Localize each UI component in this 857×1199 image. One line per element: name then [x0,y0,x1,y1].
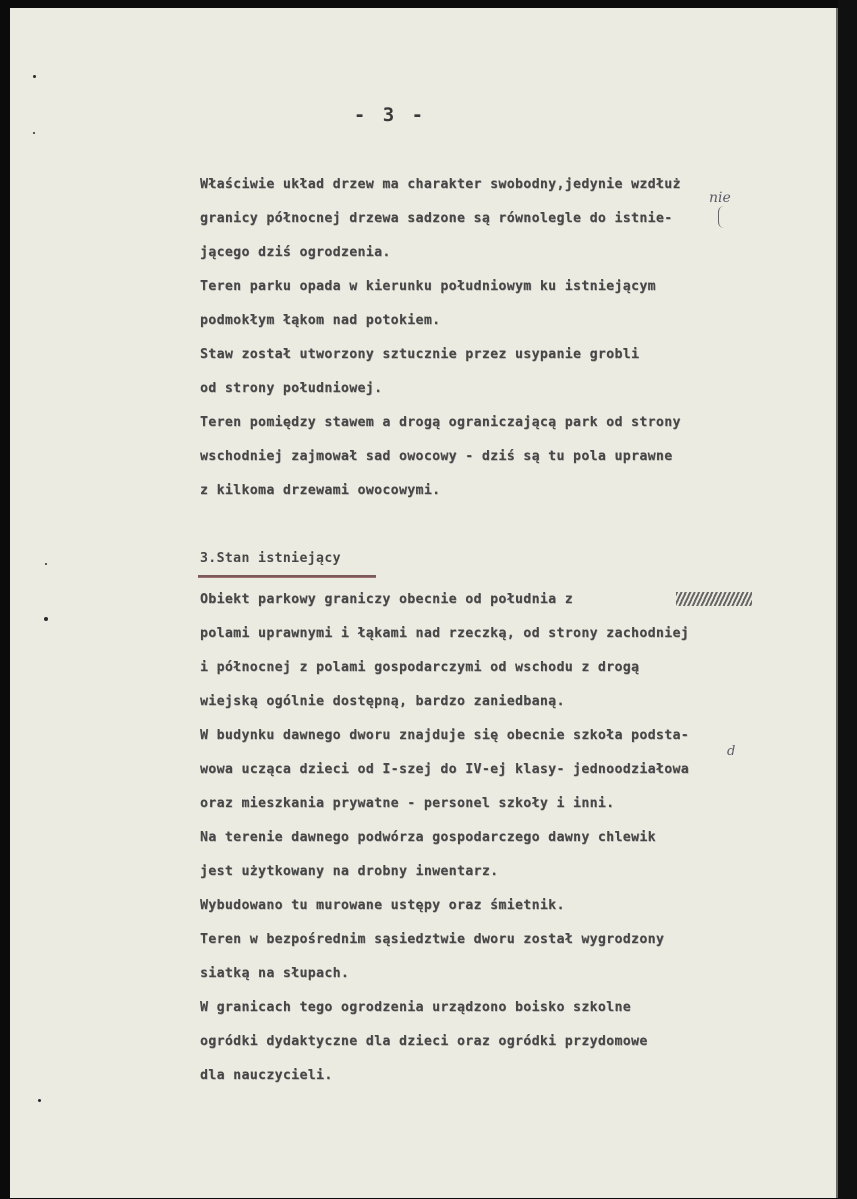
page-number: - 3 - [353,104,427,126]
text-line: Teren w bezpośrednim sąsiedztwie dworu został wygrodzony [200,932,665,947]
handwritten-insertion-d: d [727,744,736,759]
text-line: ogródki dydaktyczne dla dzieci oraz ogródki przydomowe [200,1034,648,1049]
text-line: wowa ucząca dzieci od I-szej do IV-ej klasy- jednoodziałowa [200,762,690,777]
text-line: Teren parku opada w kierunku południowym ku istniejącym [200,279,656,294]
text-line: Na terenie dawnego podwórza gospodarczego dawny chlewik [200,830,656,845]
text-line: oraz mieszkania prywatne - personel szkoły i inni. [200,796,615,811]
handwritten-mark [718,206,725,228]
section-heading: 3.Stan istniejący [200,551,341,566]
text-line: od strony południowej. [200,381,383,396]
text-line: W budynku dawnego dworu znajduje się obecnie szkoła podsta- [200,728,690,743]
text-line: i północnej z polami gospodarczymi od wschodu z drogą [200,660,640,675]
text-line: Właściwie układ drzew ma charakter swobodny,jedynie wzdłuż [200,177,681,192]
text-line: polami uprawnymi i łąkami nad rzeczką, od strony zachodniej [200,626,690,641]
text-line: z kilkoma drzewami owocowymi. [200,483,441,498]
text-line: granicy północnej drzewa sadzone są równolegle do istnie- [200,211,673,226]
handwritten-insertion-nie: nie [709,190,731,206]
text-line: podmokłym łąkom nad potokiem. [200,313,441,328]
text-line: siatką na słupach. [200,966,350,981]
scan-border [838,0,857,1199]
struck-out-word [676,592,752,606]
scan-speck [33,75,36,78]
text-line: Wybudowano tu murowane ustępy oraz śmietnik. [200,898,565,913]
scan-speck [33,132,35,134]
scan-speck [38,1099,41,1102]
text-line: Teren pomiędzy stawem a drogą ograniczającą park od strony [200,415,681,430]
text-line: Obiekt parkowy graniczy obecnie od południa z [200,592,574,607]
text-line: Staw został utworzony sztucznie przez usypanie grobli [200,347,640,362]
scan-speck [44,617,48,621]
text-line: jest użytkowany na drobny inwentarz. [200,864,499,879]
scan-speck [45,563,47,565]
text-line: W granicach tego ogrodzenia urządzono boisko szkolne [200,1000,632,1015]
text-line: wschodniej zajmował sad owocowy - dziś są tu pola uprawne [200,449,673,464]
text-line: dla nauczycieli. [200,1068,333,1083]
heading-underline [198,575,376,578]
text-line: jącego dziś ogrodzenia. [200,245,391,260]
text-line: wiejską ogólnie dostępną, bardzo zaniedbaną. [200,694,565,709]
